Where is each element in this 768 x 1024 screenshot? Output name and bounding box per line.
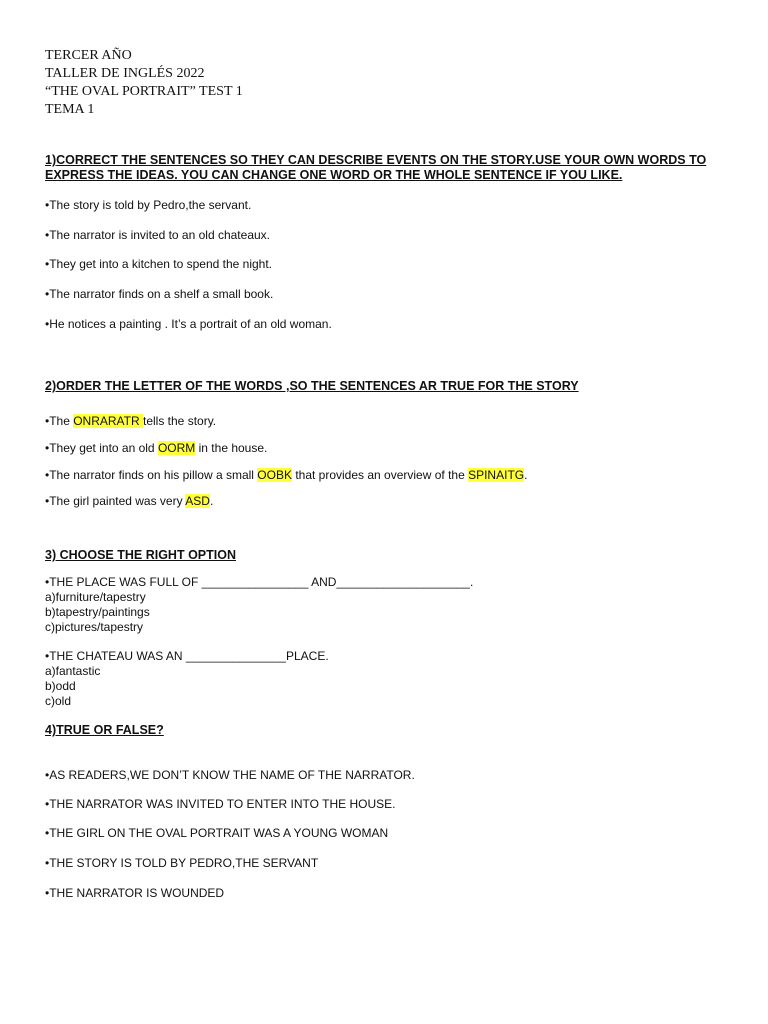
- section-1-item: •The story is told by Pedro,the servant.: [45, 198, 252, 212]
- scrambled-word: ONRARATR: [73, 414, 143, 428]
- sentence-text: •The girl painted was very: [45, 494, 186, 508]
- section-3-question-1: •THE PLACE WAS FULL OF ________________ AND____________________.: [45, 575, 474, 589]
- section-4-title: 4)TRUE OR FALSE?: [45, 723, 164, 737]
- sentence-text: .: [524, 468, 528, 482]
- section-1-title-line-2: EXPRESS THE IDEAS. YOU CAN CHANGE ONE WORD OR THE WHOLE SENTENCE IF YOU LIKE.: [45, 168, 623, 182]
- sentence-text: .: [209, 494, 214, 508]
- sentence-text: •The narrator finds on his pillow a small: [45, 468, 258, 482]
- section-1-item: •They get into a kitchen to spend the night.: [45, 257, 273, 271]
- sentence-text: that provides an overview of the: [291, 468, 469, 482]
- header-topic: TEMA 1: [45, 102, 95, 117]
- sentence-text: tells the story.: [143, 414, 217, 428]
- option-c: c)old: [45, 694, 72, 708]
- section-1-title-line-1: [45, 153, 706, 167]
- sentence-text: in the house.: [195, 441, 268, 455]
- scrambled-word: SPINAITG: [468, 468, 525, 482]
- section-3-title: 3) CHOOSE THE RIGHT OPTION: [45, 548, 236, 562]
- section-1-number: 1): [45, 153, 57, 167]
- section-2-item-3: [45, 468, 527, 482]
- header-workshop: TALLER DE INGLÉS 2022: [45, 66, 205, 81]
- option-b: b)tapestry/paintings: [45, 605, 150, 619]
- section-2-item-2: [45, 441, 267, 455]
- scrambled-word: OOBK: [257, 468, 292, 482]
- header-test-title: “THE OVAL PORTRAIT” TEST 1: [45, 84, 243, 99]
- true-false-item: •AS READERS,WE DON’T KNOW THE NAME OF THE NARRATOR.: [45, 768, 415, 782]
- true-false-item: •THE STORY IS TOLD BY PEDRO,THE SERVANT: [45, 856, 319, 870]
- option-c: c)pictures/tapestry: [45, 620, 144, 634]
- section-1-item: •The narrator is invited to an old chateaux.: [45, 228, 270, 242]
- true-false-item: •THE NARRATOR WAS INVITED TO ENTER INTO THE HOUSE.: [45, 797, 396, 811]
- section-1-instruction-1: CORRECT THE SENTENCES SO THEY CAN DESCRIBE EVENTS ON THE STORY.USE YOUR OWN WORDS TO: [56, 153, 707, 167]
- section-2-item-1: [45, 414, 216, 428]
- true-false-item: •THE NARRATOR IS WOUNDED: [45, 886, 225, 900]
- section-1-item: •He notices a painting . It’s a portrait of an old woman.: [45, 317, 332, 331]
- option-a: a)fantastic: [45, 664, 101, 678]
- section-2-title: 2)ORDER THE LETTER OF THE WORDS ,SO THE SENTENCES AR TRUE FOR THE STORY: [45, 379, 579, 393]
- sentence-text: •They get into an old: [45, 441, 158, 455]
- section-2-item-4: [45, 494, 213, 508]
- header-course-year: TERCER AÑO: [45, 48, 132, 63]
- section-3-question-2: •THE CHATEAU WAS AN _______________PLACE.: [45, 649, 329, 663]
- question-1-options: [45, 590, 150, 635]
- section-1-item: •The narrator finds on a shelf a small book.: [45, 287, 274, 301]
- scrambled-word: ASD: [185, 494, 210, 508]
- option-b: b)odd: [45, 679, 76, 693]
- scrambled-word: OORM: [157, 441, 196, 455]
- sentence-text: •The: [45, 414, 74, 428]
- question-2-options: [45, 664, 100, 709]
- option-a: a)furniture/tapestry: [45, 590, 146, 604]
- true-false-item: •THE GIRL ON THE OVAL PORTRAIT WAS A YOUNG WOMAN: [45, 826, 389, 840]
